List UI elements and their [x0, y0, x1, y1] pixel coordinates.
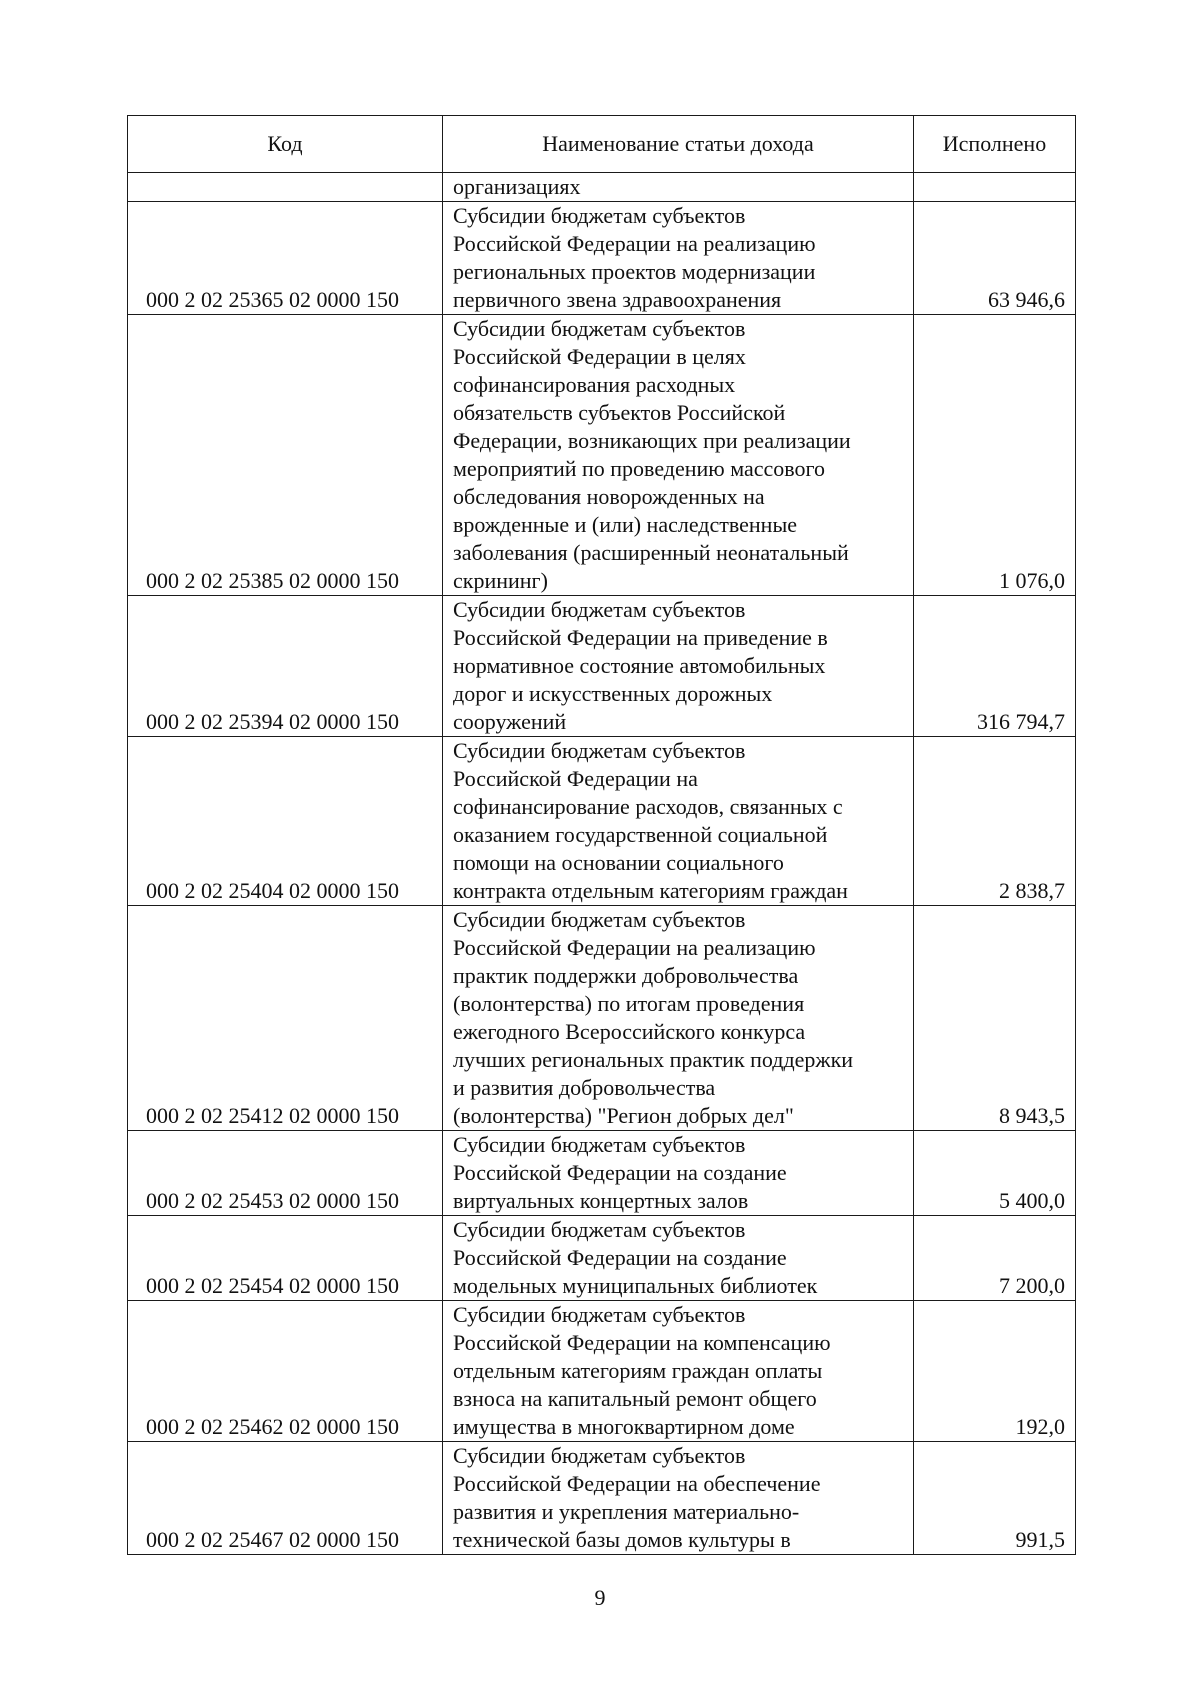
- row-value: 316 794,7: [914, 596, 1076, 737]
- row-name-line: контракта отдельным категориям граждан: [453, 878, 848, 903]
- row-name-line: Российской Федерации на создание: [453, 1160, 787, 1185]
- row-name-line: Российской Федерации на обеспечение: [453, 1471, 821, 1496]
- row-name: [443, 315, 914, 596]
- row-name-line: дорог и искусственных дорожных: [453, 681, 773, 706]
- row-code: [128, 173, 443, 202]
- row-code: 000 2 02 25467 02 0000 150: [128, 1442, 443, 1555]
- row-name: [443, 1442, 914, 1555]
- row-name-line: имущества в многоквартирном доме: [453, 1414, 795, 1439]
- row-value: 8 943,5: [914, 906, 1076, 1131]
- row-code: 000 2 02 25454 02 0000 150: [128, 1216, 443, 1301]
- table-row: [128, 1301, 1076, 1442]
- table-row: [128, 1131, 1076, 1216]
- row-value: 2 838,7: [914, 737, 1076, 906]
- row-name-line: Субсидии бюджетам субъектов: [453, 1443, 746, 1468]
- row-code: 000 2 02 25385 02 0000 150: [128, 315, 443, 596]
- row-name-line: Субсидии бюджетам субъектов: [453, 1132, 746, 1157]
- row-name: [443, 1216, 914, 1301]
- row-name-line: заболевания (расширенный неонатальный: [453, 540, 849, 565]
- row-name-line: оказанием государственной социальной: [453, 822, 828, 847]
- row-name-line: лучших региональных практик поддержки: [453, 1047, 854, 1072]
- row-name-line: и развития добровольчества: [453, 1075, 716, 1100]
- row-code: 000 2 02 25394 02 0000 150: [128, 596, 443, 737]
- row-name-line: нормативное состояние автомобильных: [453, 653, 826, 678]
- row-name-line: Субсидии бюджетам субъектов: [453, 316, 746, 341]
- row-value: 991,5: [914, 1442, 1076, 1555]
- row-name-line: технической базы домов культуры в: [453, 1527, 791, 1552]
- row-code: 000 2 02 25365 02 0000 150: [128, 202, 443, 315]
- row-name: [443, 1301, 914, 1442]
- row-name-line: сооружений: [453, 709, 567, 734]
- header-name: Наименование статьи дохода: [443, 116, 914, 173]
- row-name-line: региональных проектов модернизации: [453, 259, 816, 284]
- row-value: 7 200,0: [914, 1216, 1076, 1301]
- header-row: [128, 116, 1076, 173]
- row-name-line: Субсидии бюджетам субъектов: [453, 1302, 746, 1327]
- row-name: [443, 737, 914, 906]
- row-name-line: Субсидии бюджетам субъектов: [453, 203, 746, 228]
- row-name-line: Российской Федерации на: [453, 766, 698, 791]
- row-name-line: Российской Федерации на компенсацию: [453, 1330, 831, 1355]
- row-code: 000 2 02 25404 02 0000 150: [128, 737, 443, 906]
- row-value: 192,0: [914, 1301, 1076, 1442]
- row-name-line: Российской Федерации на создание: [453, 1245, 787, 1270]
- page-number: 9: [594, 1585, 606, 1610]
- row-name-line: обязательств субъектов Российской: [453, 400, 786, 425]
- row-name-line: софинансирования расходных: [453, 372, 736, 397]
- row-code: 000 2 02 25412 02 0000 150: [128, 906, 443, 1131]
- table-body: [128, 173, 1076, 1555]
- row-name: [443, 1131, 914, 1216]
- header-value: Исполнено: [914, 116, 1076, 173]
- table-row: [128, 1442, 1076, 1555]
- row-name: [443, 906, 914, 1131]
- table-row: [128, 906, 1076, 1131]
- row-name-line: обследования новорожденных на: [453, 484, 765, 509]
- row-value: 63 946,6: [914, 202, 1076, 315]
- row-name-line: Российской Федерации на реализацию: [453, 231, 816, 256]
- row-name-line: скрининг): [453, 568, 548, 593]
- row-name: [443, 596, 914, 737]
- row-name-line: Российской Федерации в целях: [453, 344, 746, 369]
- row-name: [443, 173, 914, 202]
- row-code: 000 2 02 25453 02 0000 150: [128, 1131, 443, 1216]
- row-name-line: Субсидии бюджетам субъектов: [453, 1217, 746, 1242]
- row-name-line: софинансирование расходов, связанных с: [453, 794, 843, 819]
- row-name-line: Субсидии бюджетам субъектов: [453, 907, 746, 932]
- table-row: [128, 173, 1076, 202]
- table-row: [128, 596, 1076, 737]
- row-name-line: Российской Федерации на приведение в: [453, 625, 828, 650]
- row-value: 1 076,0: [914, 315, 1076, 596]
- row-value: [914, 173, 1076, 202]
- row-name-line: развития и укрепления материально-: [453, 1499, 800, 1524]
- table-row: [128, 202, 1076, 315]
- table-row: [128, 315, 1076, 596]
- row-name-line: мероприятий по проведению массового: [453, 456, 826, 481]
- row-name-line: модельных муниципальных библиотек: [453, 1273, 818, 1298]
- row-name-line: организациях: [453, 174, 581, 199]
- row-name: [443, 202, 914, 315]
- row-name-line: ежегодного Всероссийского конкурса: [453, 1019, 806, 1044]
- row-name-line: (волонтерства) "Регион добрых дел": [453, 1103, 794, 1128]
- row-value: 5 400,0: [914, 1131, 1076, 1216]
- row-name-line: отдельным категориям граждан оплаты: [453, 1358, 823, 1383]
- row-name-line: практик поддержки добровольчества: [453, 963, 799, 988]
- row-name-line: первичного звена здравоохранения: [453, 287, 782, 312]
- revenue-table: [127, 115, 1076, 1555]
- row-name-line: Российской Федерации на реализацию: [453, 935, 816, 960]
- row-name-line: Субсидии бюджетам субъектов: [453, 597, 746, 622]
- row-name-line: виртуальных концертных залов: [453, 1188, 749, 1213]
- row-name-line: врожденные и (или) наследственные: [453, 512, 797, 537]
- row-name-line: (волонтерства) по итогам проведения: [453, 991, 805, 1016]
- row-code: 000 2 02 25462 02 0000 150: [128, 1301, 443, 1442]
- row-name-line: взноса на капитальный ремонт общего: [453, 1386, 817, 1411]
- table-header: [128, 116, 1076, 173]
- row-name-line: Федерации, возникающих при реализации: [453, 428, 851, 453]
- row-name-line: помощи на основании социального: [453, 850, 784, 875]
- table-row: [128, 737, 1076, 906]
- row-name-line: Субсидии бюджетам субъектов: [453, 738, 746, 763]
- header-code: Код: [128, 116, 443, 173]
- table-row: [128, 1216, 1076, 1301]
